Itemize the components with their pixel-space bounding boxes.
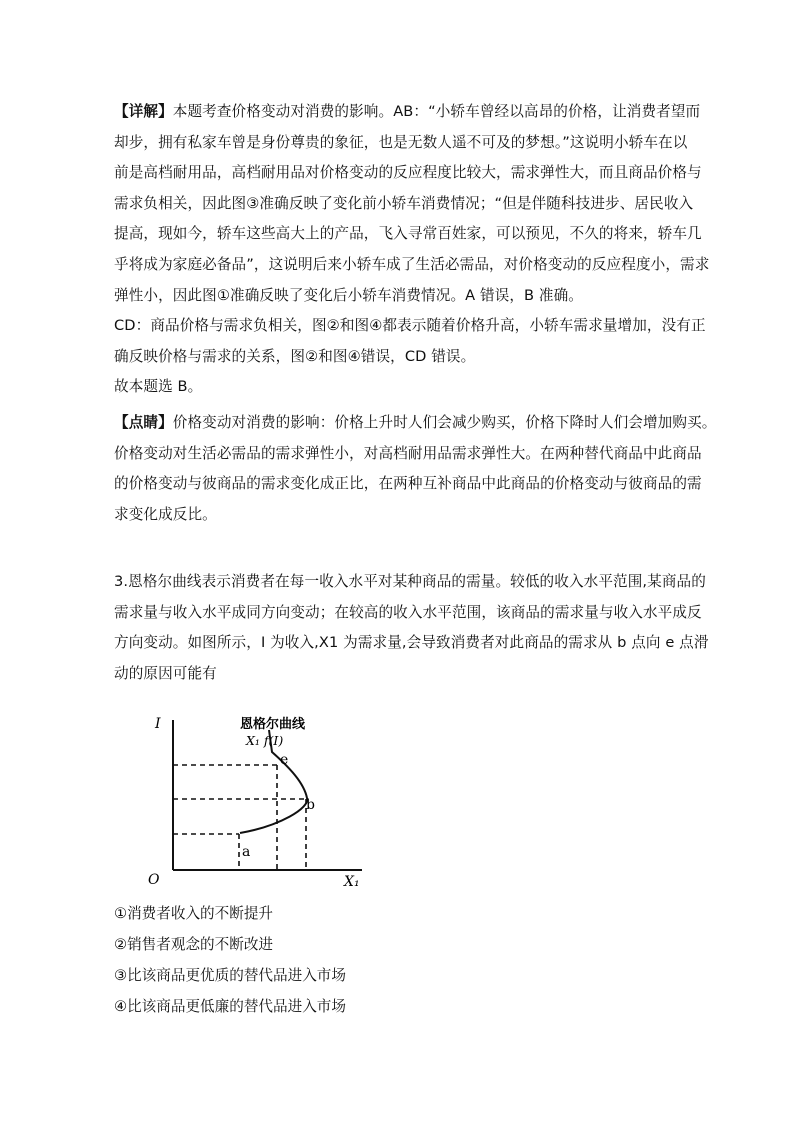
- note-tag: 【点睛】: [114, 414, 173, 431]
- engel-curve-figure: [140, 708, 380, 893]
- point-b-label: b: [306, 797, 315, 813]
- detail-tag: 【详解】: [114, 103, 173, 120]
- detail-line: 【详解】本题考查价格变动对消费的影响。AB：“小轿车曾经以高昂的价格，让消费者望而: [114, 103, 701, 120]
- detail-line: 却步，拥有私家车曾是身份尊贵的象征，也是无数人遥不可及的梦想。”这说明小轿车在以: [114, 133, 688, 151]
- option-1: ①消费者收入的不断提升: [114, 905, 274, 922]
- option-2: ②销售者观念的不断改进: [114, 936, 274, 953]
- curve-label: X₁ f(I): [246, 733, 284, 748]
- question-paragraph: [114, 567, 709, 689]
- question-line: 方向变动。如图所示，I 为收入,X1 为需求量,会导致消费者对此商品的需求从 b 点向 e 点滑: [114, 634, 709, 652]
- note-line: 的价格变动与彼商品的需求变化成正比，在两种互补商品中此商品的价格变动与彼商品的需: [114, 475, 702, 493]
- detail-line: 前是高档耐用品，高档耐用品对价格变动的反应程度比较大，需求弹性大，而且商品价格与: [114, 164, 702, 182]
- note-line: 价格变动对生活必需品的需求弹性小，对高档耐用品需求弹性大。在两种替代商品中此商品: [114, 444, 702, 462]
- point-e-label: e: [280, 752, 289, 768]
- origin-label: O: [148, 872, 160, 888]
- note-line: 【点睛】价格变动对消费的影响：价格上升时人们会减少购买，价格下降时人们会增加购买。: [114, 414, 717, 431]
- question-line: 动的原因可能有: [114, 664, 217, 682]
- detail-paragraph: [114, 97, 710, 403]
- point-a-label: a: [242, 844, 251, 860]
- detail-line: 提高，现如今，轿车这些高大上的产品，飞入寻常百姓家，可以预见，不久的将来，轿车几: [114, 225, 702, 243]
- detail-line: CD：商品价格与需求负相关，图②和图④都表示随着价格升高，小轿车需求量增加，没有正: [114, 317, 706, 335]
- option-4: ④比该商品更低廉的替代品进入市场: [114, 998, 346, 1015]
- question-line: 需求量与收入水平成同方向变动；在较高的收入水平范围，该商品的需求量与收入水平成反: [114, 603, 702, 621]
- option-3: ③比该商品更优质的替代品进入市场: [114, 967, 346, 984]
- detail-line: 乎将成为家庭必备品”，这说明后来小轿车成了生活必需品，对价格变动的反应程度小，需求: [114, 255, 710, 273]
- question-line: 3.恩格尔曲线表示消费者在每一收入水平对某种商品的需量。较低的收入水平范围,某商品的: [114, 573, 706, 590]
- y-axis-label: I: [155, 716, 161, 732]
- note-paragraph: [114, 408, 717, 530]
- x-axis-label: X₁: [344, 874, 360, 890]
- detail-line: 确反映价格与需求的关系，图②和图④错误，CD 错误。: [114, 347, 476, 365]
- note-line: 求变化成反比。: [114, 505, 217, 523]
- detail-line: 弹性小，因此图①准确反映了变化后小轿车消费情况。A 错误，B 准确。: [114, 286, 583, 304]
- figure-title: 恩格尔曲线: [240, 717, 306, 732]
- detail-line: 故本题选 B。: [114, 378, 203, 396]
- detail-line: 需求负相关，因此图③准确反映了变化前小轿车消费情况；“但是伴随科技进步、居民收入: [114, 194, 694, 212]
